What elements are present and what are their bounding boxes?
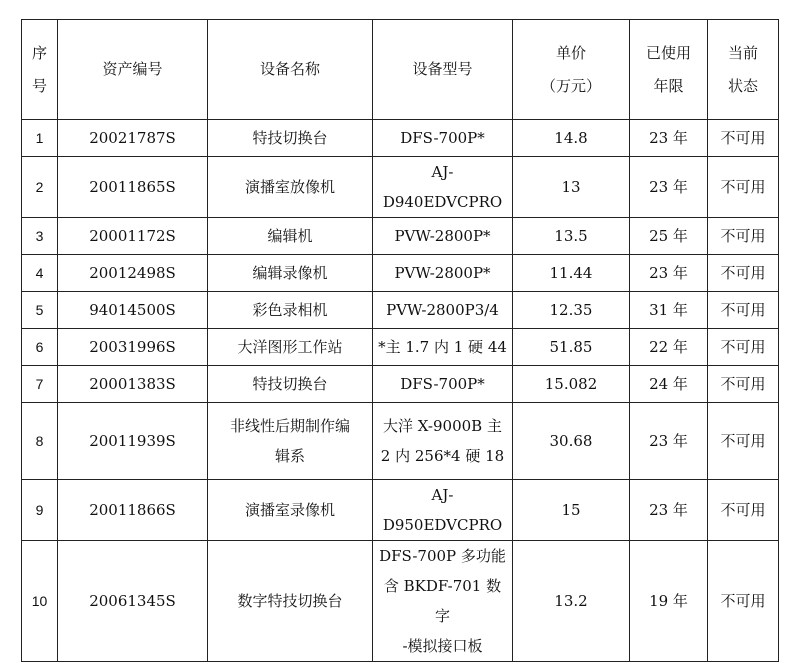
cell-asset-no: 94014500S [58,292,208,329]
cell-price: 15.082 [513,366,630,403]
cell-model [373,403,513,480]
header-price-line: 单价 [555,43,586,62]
header-seq-line: 序 [31,43,47,62]
cell-model-line: PVW-2800P* [394,264,491,282]
cell-status: 不可用 [708,255,779,292]
cell-device-name [208,366,373,403]
cell-years: 25 年 [630,218,708,255]
cell-model [373,157,513,218]
cell-seq: 1 [22,120,58,157]
cell-price: 13 [513,157,630,218]
cell-asset-no: 20001383S [58,366,208,403]
cell-years: 24 年 [630,366,708,403]
asset-table [21,19,779,662]
cell-price: 11.44 [513,255,630,292]
cell-seq: 3 [22,218,58,255]
header-seq-line: 号 [31,76,47,95]
table-row [22,157,779,218]
cell-asset-no: 20011865S [58,157,208,218]
cell-device-name [208,292,373,329]
cell-model [373,329,513,366]
table-body [22,120,779,662]
cell-years: 23 年 [630,255,708,292]
cell-asset-no: 20021787S [58,120,208,157]
table-header-row [22,20,779,120]
cell-years: 23 年 [630,120,708,157]
cell-seq: 4 [22,255,58,292]
cell-model-line: -模拟接口板 [402,637,483,655]
cell-asset-no: 20011939S [58,403,208,480]
table-row [22,292,779,329]
cell-device-name [208,541,373,662]
header-status-line: 状态 [727,76,758,95]
cell-years: 22 年 [630,329,708,366]
cell-price: 30.68 [513,403,630,480]
cell-model [373,541,513,662]
cell-device-name-line: 非线性后期制作编 [229,417,350,435]
cell-device-name [208,480,373,541]
cell-device-name-line: 特技切换台 [252,129,328,147]
cell-device-name-line: 编辑录像机 [252,264,328,282]
cell-years: 31 年 [630,292,708,329]
cell-model-line: AJ-D950EDVCPRO [382,486,503,534]
table-row [22,403,779,480]
cell-device-name-line: 演播室录像机 [244,501,335,519]
cell-price: 51.85 [513,329,630,366]
cell-model-line: DFS-700P 多功能 [379,547,506,565]
cell-device-name-line: 演播室放像机 [244,178,335,196]
cell-asset-no: 20061345S [58,541,208,662]
table-row [22,255,779,292]
cell-asset-no: 20031996S [58,329,208,366]
cell-status: 不可用 [708,157,779,218]
cell-status: 不可用 [708,218,779,255]
cell-seq: 6 [22,329,58,366]
cell-model-line: PVW-2800P* [394,227,491,245]
cell-device-name-line: 数字特技切换台 [237,592,343,610]
cell-seq: 2 [22,157,58,218]
cell-model [373,255,513,292]
header-model: 设备型号 [373,20,513,120]
cell-seq: 10 [22,541,58,662]
header-asset-no: 资产编号 [58,20,208,120]
cell-model-line: 含 BKDF-701 数字 [383,577,502,625]
header-status [708,20,779,120]
cell-model [373,366,513,403]
cell-device-name-line: 编辑机 [267,227,313,245]
cell-device-name-line: 特技切换台 [252,375,328,393]
cell-device-name-line: 大洋图形工作站 [237,338,343,356]
header-status-line: 当前 [727,43,758,62]
cell-device-name [208,329,373,366]
cell-model-line: DFS-700P* [400,129,485,147]
cell-model-line: *主 1.7 内 1 硬 44 [378,338,507,356]
cell-device-name-line: 辑系 [274,447,305,465]
cell-years: 23 年 [630,403,708,480]
cell-seq: 5 [22,292,58,329]
cell-price: 15 [513,480,630,541]
cell-model [373,480,513,541]
cell-seq: 7 [22,366,58,403]
cell-model [373,218,513,255]
table-row [22,218,779,255]
cell-seq: 8 [22,403,58,480]
cell-model-line: AJ-D940EDVCPRO [382,163,503,211]
header-device-name: 设备名称 [208,20,373,120]
cell-device-name [208,157,373,218]
cell-status: 不可用 [708,120,779,157]
header-years [630,20,708,120]
cell-model-line: 2 内 256*4 硬 18 [380,447,505,465]
cell-status: 不可用 [708,329,779,366]
table-row [22,120,779,157]
header-years-line: 已使用 [645,43,691,62]
cell-years: 19 年 [630,541,708,662]
header-price-line: （万元） [540,76,601,95]
cell-device-name [208,120,373,157]
cell-status: 不可用 [708,480,779,541]
header-years-line: 年限 [653,76,684,95]
cell-status: 不可用 [708,366,779,403]
cell-status: 不可用 [708,541,779,662]
cell-asset-no: 20011866S [58,480,208,541]
cell-price: 14.8 [513,120,630,157]
cell-price: 12.35 [513,292,630,329]
cell-model-line: 大洋 X-9000B 主 [383,417,502,435]
cell-model [373,292,513,329]
cell-status: 不可用 [708,403,779,480]
cell-device-name [208,403,373,480]
cell-status: 不可用 [708,292,779,329]
cell-device-name [208,255,373,292]
cell-asset-no: 20012498S [58,255,208,292]
cell-device-name [208,218,373,255]
cell-seq: 9 [22,480,58,541]
table-row [22,480,779,541]
cell-model-line: DFS-700P* [400,375,485,393]
header-seq [22,20,58,120]
table-row [22,541,779,662]
cell-device-name-line: 彩色录相机 [252,301,328,319]
table-row [22,366,779,403]
cell-price: 13.2 [513,541,630,662]
cell-model-line: PVW-2800P3/4 [386,301,499,319]
cell-price: 13.5 [513,218,630,255]
table-row [22,329,779,366]
cell-model [373,120,513,157]
cell-years: 23 年 [630,157,708,218]
cell-years: 23 年 [630,480,708,541]
header-price [513,20,630,120]
cell-asset-no: 20001172S [58,218,208,255]
